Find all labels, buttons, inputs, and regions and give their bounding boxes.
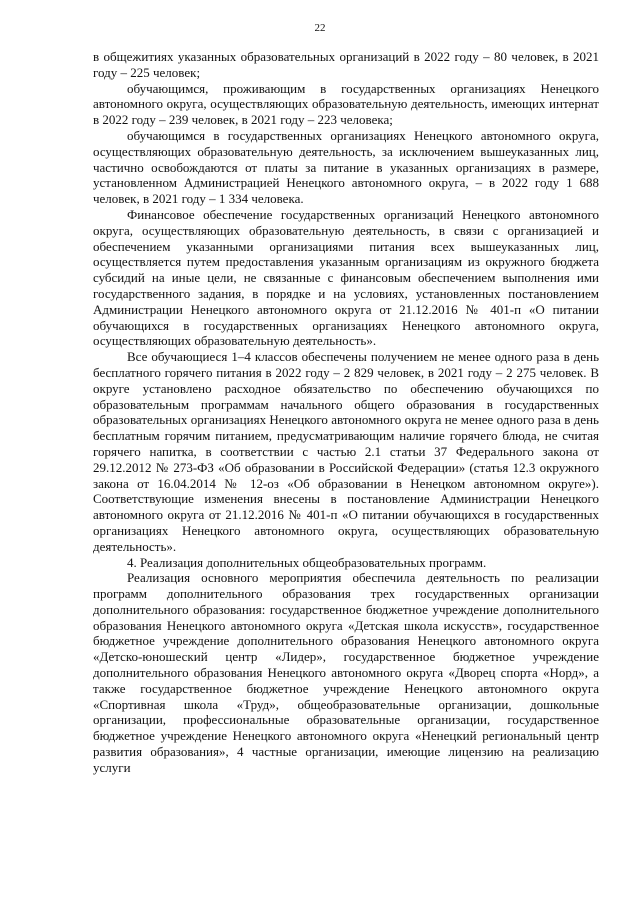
section-heading-additional-programs: 4. Реализация дополнительных общеобразовательных программ.	[127, 554, 487, 570]
paragraph-hot-meals: Все обучающиеся 1–4 классов обеспечены получением не менее одного раза в день бесплатного горячего питания в 2022 году – 2 829 человек, в 2021 году – 2 275 человек. В округе установлено расходное обязательство по обеспечению обучающихся по образовательным программам начального общего образования в государственных образовательных организациях Ненецкого автономного округа не менее одного раза в день бесплатным горячим питанием, предусматривающим наличие горячего блюда, не считая горячего напитка, в соответствии с частью 2.1 статьи 37 Федерального закона от 29.12.2012 № 273-ФЗ «Об образовании в Российской Федерации» (статья 12.3 окружного закона от 16.04.2014 № 12-оз «Об образовании в Ненецком автономном округе»). Соответствующие изменения внесены в постановление Администрации Ненецкого автономного округа от 21.12.2016 № 401-п «О питании обучающихся в государственных организациях Ненецкого автономного округа, осуществляющих образовательную деятельность».	[93, 349, 599, 554]
page-number: 22	[314, 22, 326, 34]
document-body	[93, 49, 599, 776]
paragraph-partial-exemption: обучающимся в государственных организациях Ненецкого автономного округа, осуществляющих образовательную деятельность, за исключением вышеуказанных лиц, частично освобождаются от платы за питание в указанных организациях в размере, установленном Администрацией Ненецкого автономного округа, – в 2022 году 1 688 человек, в 2021 году – 1 334 человека.	[93, 127, 599, 207]
paragraph-dormitory-count: в общежитиях указанных образовательных организаций в 2022 году – 80 человек, в 2021 году – 225 человек;	[93, 49, 599, 80]
paragraph-additional-education: Реализация основного мероприятия обеспечила деятельность по реализации программ дополнительного образования трех государственных организации дополнительного образования: государственное бюджетное учреждение дополнительного образования Ненецкого автономного округа «Детская школа искусств», государственное бюджетное учреждение дополнительного образования Ненецкого автономного округа «Детско-юношеский центр «Лидер», государственное бюджетное учреждение дополнительного образования Ненецкого автономного округа «Дворец спорта «Норд», а также государственное бюджетное учреждение Ненецкого автономного округа «Спортивная школа «Труд», общеобразовательные организации, дошкольные организации, профессиональные образовательные организации, государственное бюджетное учреждение Ненецкого автономного округа «Ненецкий региональный центр развития образования», 4 частные организации, имеющие лицензию на реализацию услуги	[93, 570, 599, 775]
paragraph-financing: Финансовое обеспечение государственных организаций Ненецкого автономного округа, осуществляющих образовательную деятельность, в связи с организацией и обеспечением указанными организациями питания всех вышеуказанных лиц, осуществляется путем предоставления указанным организациям из окружного бюджета субсидий на иные цели, не связанные с финансовым обеспечением выполнения ими государственного задания, в порядке и на условиях, установленных постановлением Администрации Ненецкого автономного округа от 21.12.2016 № 401-п «О питании обучающихся в государственных организациях Ненецкого автономного округа, осуществляющих образовательную деятельность».	[93, 206, 599, 349]
paragraph-boarding-count: обучающимся, проживающим в государственных организациях Ненецкого автономного округа, осуществляющих образовательную деятельность, имеющих интернат в 2022 году – 239 человек, в 2021 году – 223 человека;	[93, 80, 599, 128]
